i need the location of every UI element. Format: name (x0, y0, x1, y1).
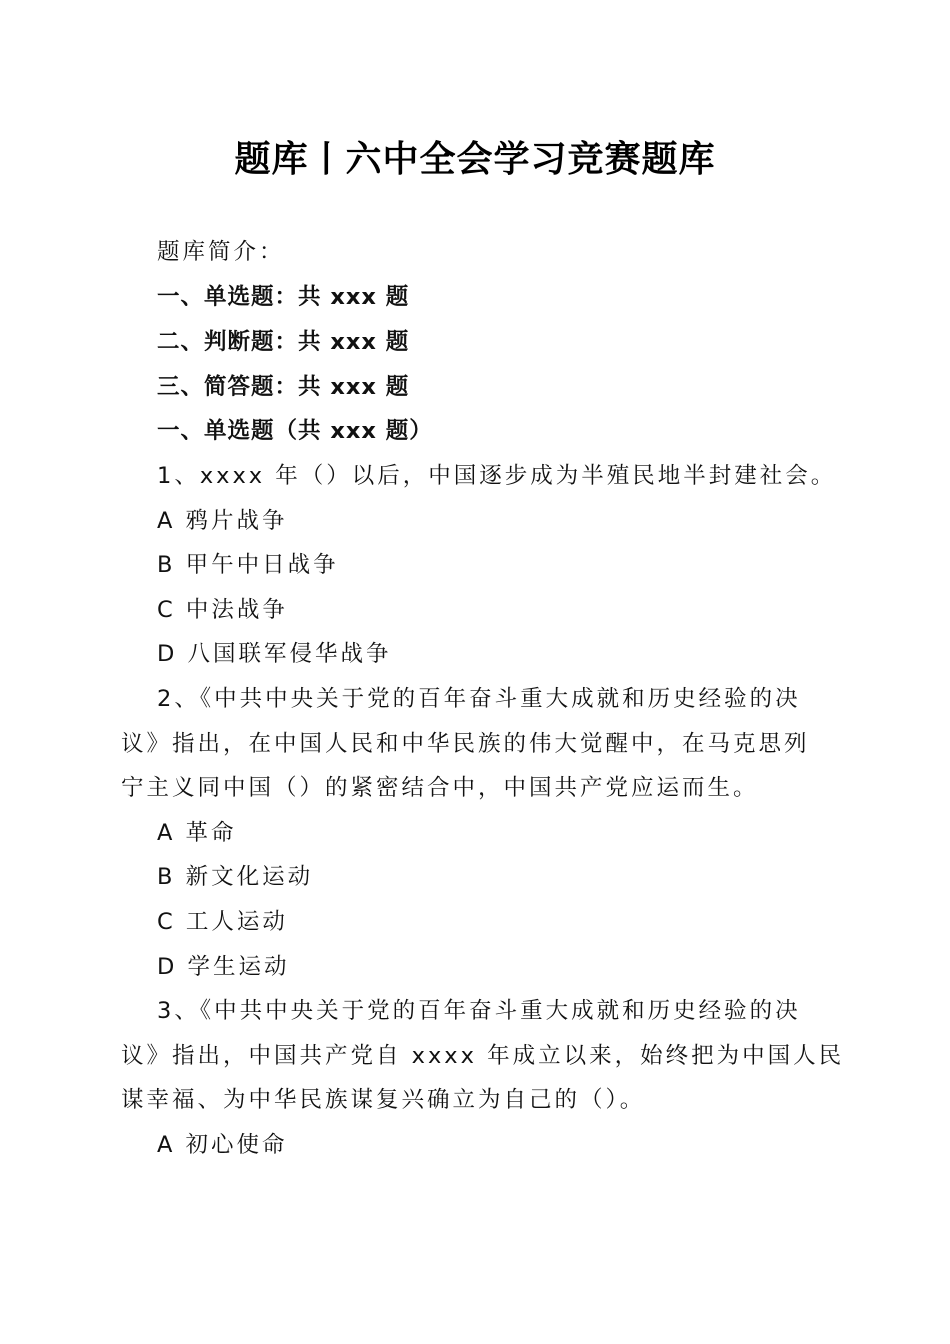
summary-true-false: 二、判断题：共 xxx 题 (157, 329, 410, 355)
question-2-option-a: A 革命 (157, 820, 237, 846)
question-2-text-line-2: 议》指出，在中国人民和中华民族的伟大觉醒中，在马克思列 (121, 731, 810, 757)
question-1-text: 1、xxxx 年（）以后，中国逐步成为半殖民地半封建社会。 (157, 463, 837, 489)
question-2-text-line-1: 2、《中共中央关于党的百年奋斗重大成就和历史经验的决 (157, 686, 801, 712)
question-1-option-b: B 甲午中日战争 (157, 552, 339, 578)
section-heading: 一、单选题（共 xxx 题） (157, 418, 433, 444)
question-3-option-a: A 初心使命 (157, 1132, 288, 1158)
question-2-text-line-3: 宁主义同中国（）的紧密结合中，中国共产党应运而生。 (121, 775, 759, 801)
question-1-option-c: C 中法战争 (157, 597, 288, 623)
question-3-text-line-3: 谋幸福、为中华民族谋复兴确立为自己的（）。 (121, 1087, 646, 1113)
question-1-option-d: D 八国联军侵华战争 (157, 641, 392, 667)
question-2-option-c: C 工人运动 (157, 909, 288, 935)
summary-short-answer: 三、简答题：共 xxx 题 (157, 374, 410, 400)
page-title: 题库丨六中全会学习竞赛题库 (234, 138, 716, 180)
intro-label: 题库简介： (157, 239, 285, 265)
summary-single-choice: 一、单选题：共 xxx 题 (157, 284, 410, 310)
question-3-text-line-2: 议》指出，中国共产党自 xxxx 年成立以来，始终把为中国人民 (121, 1043, 845, 1069)
question-3-text-line-1: 3、《中共中央关于党的百年奋斗重大成就和历史经验的决 (157, 998, 801, 1024)
question-1-option-a: A 鸦片战争 (157, 508, 288, 534)
question-2-option-d: D 学生运动 (157, 954, 290, 980)
question-2-option-b: B 新文化运动 (157, 864, 314, 890)
